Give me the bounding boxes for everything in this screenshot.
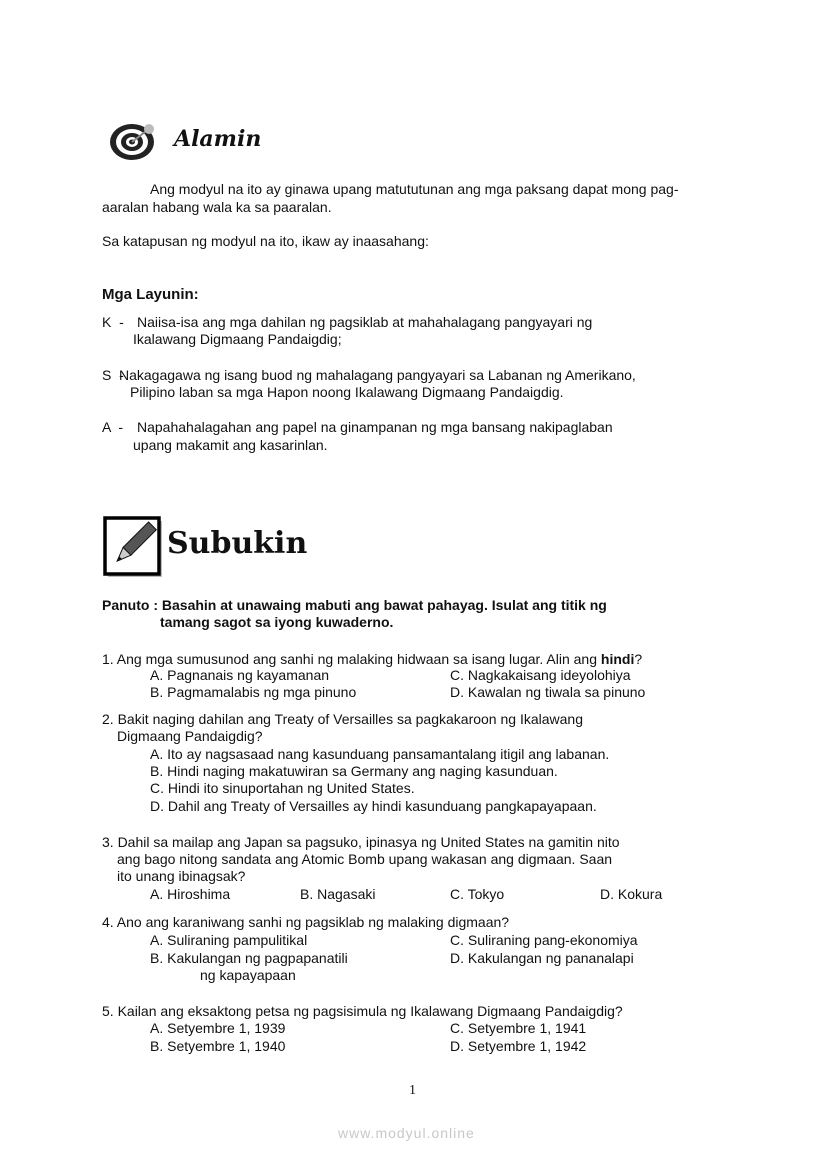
option: C. Hindi ito sinuportahan ng United States. (150, 780, 415, 796)
objective-key: A - (102, 419, 124, 435)
question-emphasis: hindi (600, 651, 635, 667)
option: B. Nagasaki (300, 886, 376, 902)
page-number: 1 (409, 1083, 416, 1098)
alamin-title: Alamin (174, 126, 262, 152)
option: C. Setyembre 1, 1941 (450, 1020, 587, 1036)
objective-text: Nakagagawa ng isang buod ng mahalagang pangyayari sa Labanan ng Amerikano, (119, 367, 636, 383)
question-3: ang bago nitong sandata ang Atomic Bomb upang wakasan ang digmaan. Saan (117, 851, 613, 867)
option: D. Kakulangan ng pananalapi (450, 950, 634, 966)
option: A. Ito ay nagsasaad nang kasunduang pansamantalang itigil ang labanan. (150, 746, 610, 762)
question-1 (102, 651, 642, 668)
objective-text: upang makamit ang kasarinlan. (133, 437, 328, 453)
option: ng kapayapaan (200, 967, 296, 983)
option: A. Suliraning pampulitikal (150, 932, 308, 948)
option: D. Dahil ang Treaty of Versailles ay hindi kasunduang pangkapayapaan. (150, 798, 597, 814)
question-5: 5. Kailan ang eksaktong petsa ng pagsisimula ng Ikalawang Digmaang Pandaigdig? (102, 1003, 623, 1019)
option: B. Kakulangan ng pagpapanatili (150, 950, 348, 966)
instructions: Panuto : Basahin at unawaing mabuti ang bawat pahayag. Isulat ang titik ng (102, 597, 607, 613)
option: D. Kawalan ng tiwala sa pinuno (450, 684, 646, 700)
objective-key: K - (102, 314, 124, 330)
option: C. Nagkakaisang ideyolohiya (450, 667, 631, 683)
intro-text: aaralan habang wala ka sa paaralan. (102, 199, 332, 215)
objective-key: S - (102, 367, 124, 383)
subukin-title: Subukin (167, 526, 308, 561)
target-icon (108, 120, 158, 162)
instructions: tamang sagot sa iyong kuwaderno. (160, 614, 394, 630)
objective-text: Napahahalagahan ang papel na ginampanan ng mga bansang nakipaglaban (137, 419, 613, 435)
intro-text: Ang modyul na ito ay ginawa upang matututunan ang mga paksang dapat mong pag- (150, 181, 679, 197)
option: B. Setyembre 1, 1940 (150, 1038, 286, 1054)
option: B. Pagmamalabis ng mga pinuno (150, 684, 357, 700)
question-3: ito unang ibinagsak? (117, 868, 246, 884)
question-3: 3. Dahil sa mailap ang Japan sa pagsuko, ipinasya ng United States na gamitin nito (102, 834, 620, 850)
option: D. Setyembre 1, 1942 (450, 1038, 587, 1054)
question-2: 2. Bakit naging dahilan ang Treaty of Versailles sa pagkakaroon ng Ikalawang (102, 711, 583, 727)
objectives-heading: Mga Layunin: (102, 286, 199, 303)
objective-text: Pilipino laban sa mga Hapon noong Ikalawang Digmaang Pandaigdig. (130, 384, 564, 400)
option: A. Pagnanais ng kayamanan (150, 667, 330, 683)
question-text: ? (634, 651, 643, 667)
objective-text: Naiisa-isa ang mga dahilan ng pagsiklab at mahahalagang pangyayari ng (137, 314, 593, 330)
option: C. Suliraning pang-ekonomiya (450, 932, 638, 948)
objective-text: Ikalawang Digmaang Pandaigdig; (133, 331, 342, 347)
pencil-icon (103, 516, 163, 578)
intro-text: Sa katapusan ng modyul na ito, ikaw ay inaasahang: (102, 233, 429, 249)
option: A. Hiroshima (150, 886, 231, 902)
option: A. Setyembre 1, 1939 (150, 1020, 286, 1036)
option: D. Kokura (600, 886, 663, 902)
option: B. Hindi naging makatuwiran sa Germany ang naging kasunduan. (150, 763, 558, 779)
question-text: 1. Ang mga sumusunod ang sanhi ng malaking hidwaan sa isang lugar. Alin ang (102, 651, 601, 667)
question-4: 4. Ano ang karaniwang sanhi ng pagsiklab ng malaking digmaan? (102, 914, 510, 930)
watermark: www.modyul.online (338, 1125, 475, 1141)
option: C. Tokyo (450, 886, 505, 902)
question-2: Digmaang Pandaigdig? (117, 728, 263, 744)
